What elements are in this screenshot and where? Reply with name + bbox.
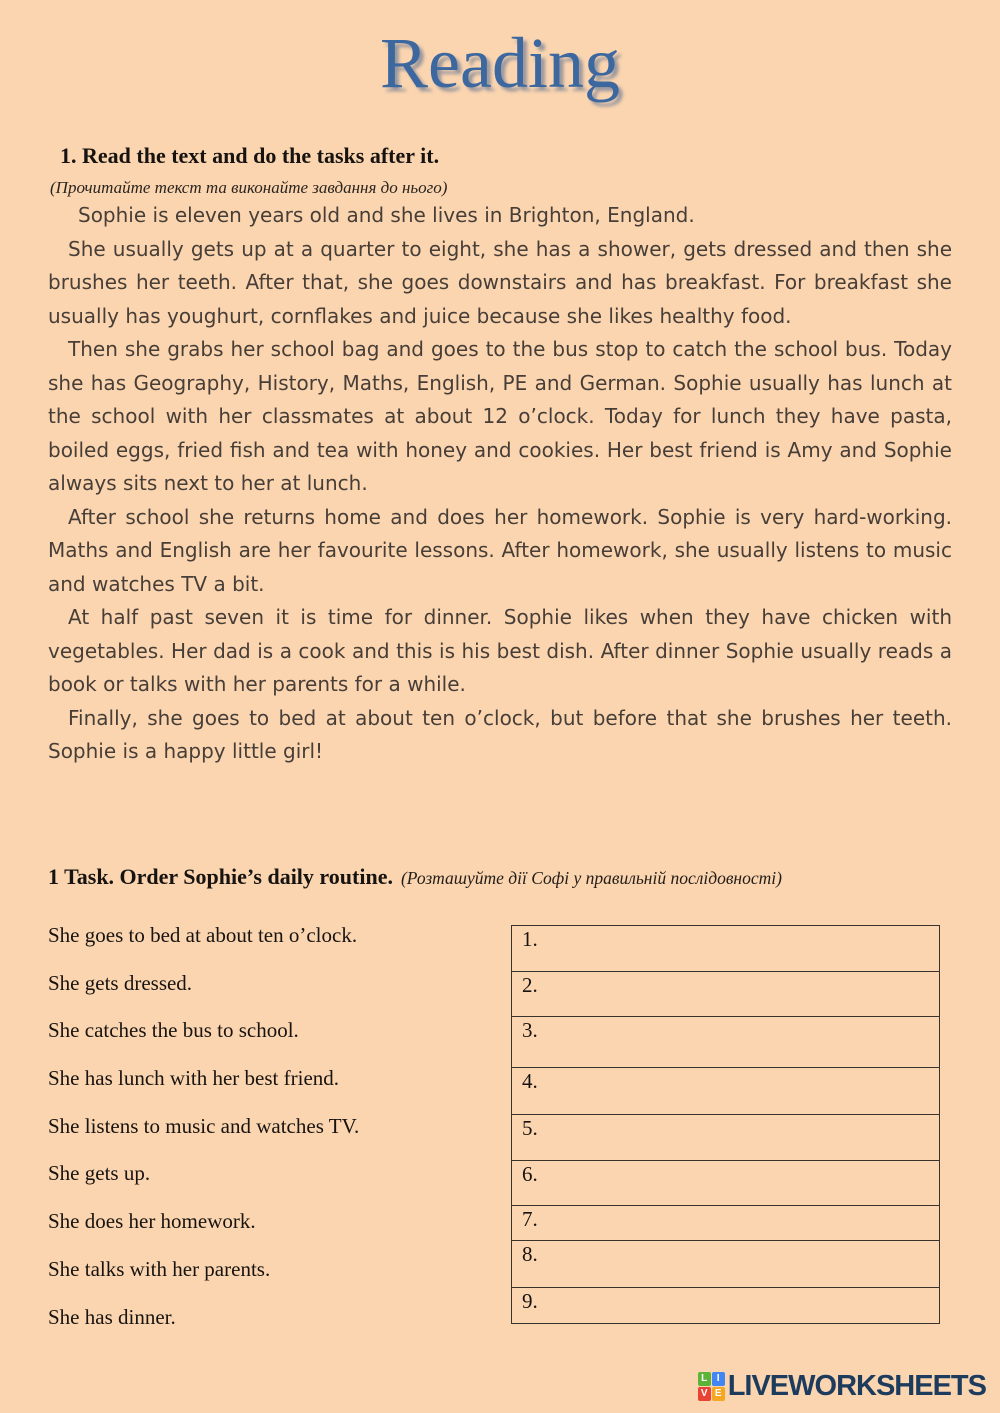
answer-row[interactable]: [512, 1068, 939, 1115]
answer-row-number: 1.: [522, 927, 538, 951]
paragraph-2: She usually gets up at a quarter to eight, she has a shower, gets dressed and then she brushes her teeth. After that, she goes downstairs and has breakfast. For breakfast she usually has youghurt, cornflakes and juice because she likes healthy food.: [48, 236, 952, 328]
liveworksheets-logo-icon: [698, 1372, 725, 1401]
answer-row-number: 9.: [522, 1289, 538, 1313]
logo-tile-e: E: [712, 1387, 725, 1401]
task-item-list: [48, 912, 508, 1341]
task-subheading-uk: (Розташуйте дії Софі у правильній послідовності): [400, 868, 782, 888]
task-item: She talks with her parents.: [48, 1256, 271, 1281]
answer-row-number: 7.: [522, 1207, 538, 1231]
paragraph-3: Then she grabs her school bag and goes to the bus stop to catch the school bus. Today she has Geography, History, Maths, English, PE and German. Sophie usually has lunch at the school with her classmates at about 12 o’clock. Today for lunch they have pasta, boiled eggs, fried fish and tea with honey and cookies. Her best friend is Amy and Sophie always sits next to her at lunch.: [48, 337, 952, 495]
answer-row[interactable]: [512, 1241, 939, 1288]
logo-tile-v: V: [698, 1387, 711, 1401]
paragraph-4: After school she returns home and does her homework. Sophie is very hard-working. Maths and English are her favourite lessons. After homework, she usually listens to music and watches TV a bit.: [48, 504, 952, 596]
task-item: She has lunch with her best friend.: [48, 1066, 340, 1091]
task-item: She listens to music and watches TV.: [48, 1113, 360, 1138]
answer-row[interactable]: [512, 926, 939, 972]
answer-row[interactable]: [512, 972, 939, 1017]
answer-row[interactable]: [512, 1206, 939, 1241]
liveworksheets-logo: [698, 1370, 986, 1403]
answer-row-number: 5.: [522, 1116, 538, 1140]
logo-tile-i: I: [712, 1372, 725, 1386]
answer-row-number: 6.: [522, 1162, 538, 1186]
task-item: She does her homework.: [48, 1209, 256, 1234]
answer-row[interactable]: [512, 1161, 939, 1206]
reading-text: [48, 199, 952, 769]
paragraph-6: Finally, she goes to bed at about ten o’clock, but before that she brushes her teeth. Sophie is a happy little girl!: [48, 705, 952, 763]
task-title: 1 Task. Order Sophie’s daily routine.: [48, 864, 393, 889]
task-heading: [48, 864, 782, 890]
paragraph-5: At half past seven it is time for dinner. Sophie likes when they have chicken with vegetables. Her dad is a cook and this is his best dish. After dinner Sophie usually reads a book or talks with her parents for a while.: [48, 605, 952, 696]
liveworksheets-wordmark: LIVEWORKSHEETS: [727, 1370, 986, 1402]
answer-row-number: 2.: [522, 973, 538, 997]
answer-row[interactable]: [512, 1288, 939, 1323]
answer-row-number: 8.: [522, 1242, 538, 1266]
answer-row-number: 4.: [522, 1069, 538, 1093]
section-heading: 1. Read the text and do the tasks after it.: [60, 143, 440, 168]
paragraph-1: Sophie is eleven years old and she lives in Brighton, England.: [78, 203, 695, 227]
task-item: She has dinner.: [48, 1304, 176, 1329]
answer-table: [511, 925, 940, 1324]
answer-row[interactable]: [512, 1017, 939, 1068]
task-item: She gets dressed.: [48, 970, 193, 995]
task-item: She catches the bus to school.: [48, 1018, 299, 1043]
page-title: Reading: [380, 23, 620, 103]
task-item: She gets up.: [48, 1161, 151, 1186]
section-subheading-uk: (Прочитайте текст та виконайте завдання до нього): [50, 178, 448, 197]
logo-tile-l: L: [698, 1372, 711, 1386]
answer-row[interactable]: [512, 1115, 939, 1161]
task-item: She goes to bed at about ten o’clock.: [48, 923, 358, 947]
answer-row-number: 3.: [522, 1018, 538, 1042]
